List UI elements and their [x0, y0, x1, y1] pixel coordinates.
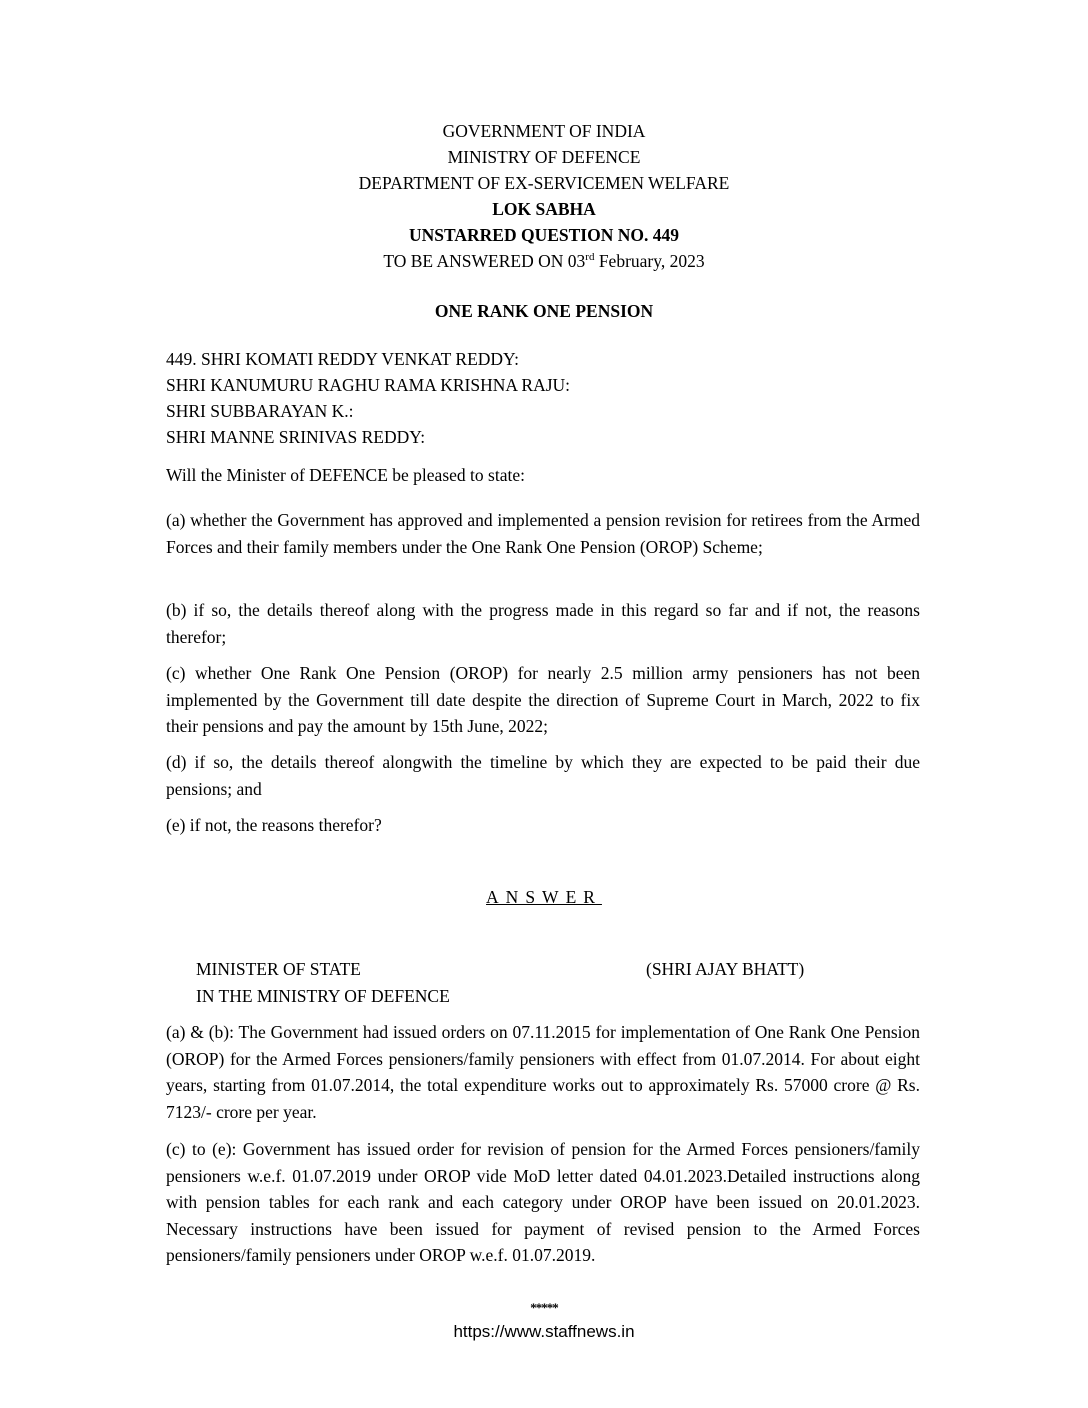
document-header [0, 118, 1088, 274]
question-a: (a) whether the Government has approved and implemented a pension revision for retirees from the Armed Forces and their family members under the One Rank One Pension (OROP) Scheme; [166, 510, 920, 557]
footer-url: https://www.staffnews.in [453, 1322, 635, 1341]
header-ministry: MINISTRY OF DEFENCE [447, 147, 641, 167]
members-list [166, 346, 920, 450]
header-government: GOVERNMENT OF INDIA [442, 121, 646, 141]
question-d: (d) if so, the details thereof alongwith the timeline by which they are expected to be paid their due pensions; and [166, 752, 920, 799]
member-name: SHRI KANUMURU RAGHU RAMA KRISHNA RAJU: [166, 375, 571, 395]
member-name: SHRI MANNE SRINIVAS REDDY: [166, 427, 426, 447]
question-e: (e) if not, the reasons therefor? [166, 815, 382, 835]
minister-title-line1: MINISTER OF STATE [196, 959, 361, 979]
header-house: LOK SABHA [492, 199, 596, 219]
answer-heading: ANSWER [486, 887, 602, 907]
answer-c-e: (c) to (e): Government has issued order for revision of pension for the Armed Forces pensioners/family pensioners w.e.f. 01.07.2019 under OROP vide MoD letter dated 04.01.2023.Detailed instructions along with pension tables for each rank and each category under OROP have been issued on 20.01.2023. Necessary instructions have been issued for payment of revised pension to the Armed Forces pensioners/family pensioners under OROP w.e.f. 01.07.2019. [166, 1139, 920, 1265]
minister-title [196, 956, 450, 1009]
member-name: 449. SHRI KOMATI REDDY VENKAT REDDY: [166, 349, 519, 369]
end-marks: ***** [530, 1300, 558, 1315]
minister-name: (SHRI AJAY BHATT) [646, 959, 805, 979]
answer-date-prefix: TO BE ANSWERED ON 03 [383, 251, 586, 271]
question-intro: Will the Minister of DEFENCE be pleased to state: [166, 465, 525, 485]
header-answer-date [0, 248, 1088, 274]
header-department: DEPARTMENT OF EX-SERVICEMEN WELFARE [358, 173, 730, 193]
header-question-number: UNSTARRED QUESTION NO. 449 [409, 225, 679, 245]
question-c: (c) whether One Rank One Pension (OROP) for nearly 2.5 million army pensioners has not been implemented by the Government till date despite the direction of Supreme Court in March, 2022 to fix their pensions and pay the amount by 15th June, 2022; [166, 663, 920, 736]
member-name: SHRI SUBBARAYAN K.: [166, 401, 354, 421]
answer-date-suffix: February, 2023 [594, 251, 705, 271]
minister-title-line2: IN THE MINISTRY OF DEFENCE [196, 985, 450, 1006]
answer-a-b: (a) & (b): The Government had issued orders on 07.11.2015 for implementation of One Rank One Pension (OROP) for the Armed Forces pensioners/family pensioners with effect from 01.07.2014. For about eight years, starting from 01.07.2014, the total expenditure works out to approximately Rs. 57000 crore @ Rs. 7123/- crore per year. [166, 1022, 920, 1122]
question-b: (b) if so, the details thereof along with the progress made in this regard so far and if not, the reasons therefor; [166, 600, 920, 647]
subject-title: ONE RANK ONE PENSION [434, 301, 654, 321]
answer-date-superscript: rd [585, 251, 595, 264]
